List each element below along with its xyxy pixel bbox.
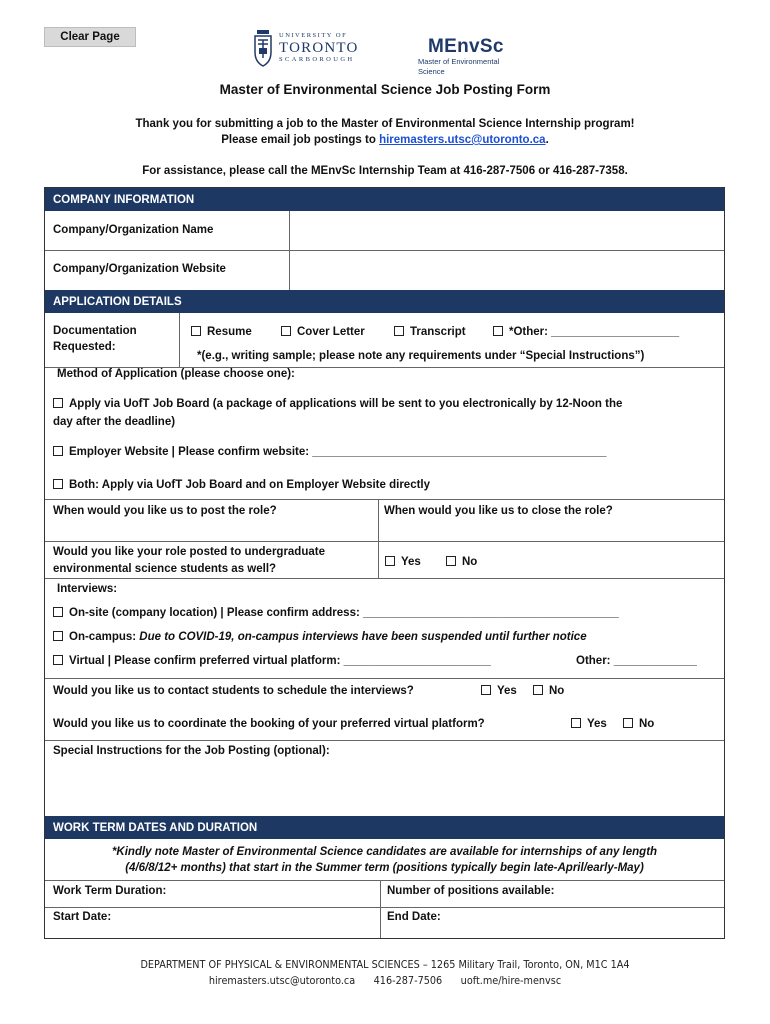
- uoft-scarborough-logo: [253, 27, 371, 69]
- doc-option-resume[interactable]: Resume: [191, 325, 252, 340]
- undergrad-yes-checkbox[interactable]: [385, 556, 395, 566]
- footer-address: DEPARTMENT OF PHYSICAL & ENVIRONMENTAL SCIENCES – 1265 Military Trail, Toronto, ON, M1C 1A4: [140, 958, 630, 971]
- uoft-line-2: TORONTO: [279, 39, 359, 56]
- method-job-board-line-1[interactable]: Apply via UofT Job Board (a package of applications will be sent to you electronically by 12-Noon the: [53, 397, 622, 412]
- company-website-input[interactable]: [291, 251, 723, 289]
- virtual-other-field[interactable]: Other: _____________: [576, 655, 697, 667]
- start-date-label: Start Date:: [53, 911, 112, 923]
- doc-note: *(e.g., writing sample; please note any requirements under “Special Instructions”): [197, 350, 645, 362]
- method-label: Method of Application (please choose one):: [57, 368, 295, 380]
- thanks-text: Thank you for submitting a job to the Master of Environmental Science Internship program!: [135, 118, 635, 130]
- footer-contacts: hiremasters.utsc@utoronto.ca 416-287-7506 uoft.me/hire-menvsc: [208, 974, 562, 987]
- undergrad-yes-option[interactable]: Yes: [385, 555, 421, 570]
- both-methods-checkbox[interactable]: [53, 479, 63, 489]
- menvsc-logo: [416, 36, 526, 76]
- method-both[interactable]: Both: Apply via UofT Job Board and on Employer Website directly: [53, 478, 430, 493]
- interview-oncampus-option[interactable]: On-campus: Due to COVID-19, on-campus interviews have been suspended until further notice: [53, 630, 587, 645]
- assistance-text: For assistance, please call the MEnvSc Internship Team at 416-287-7506 or 416-287-7358.: [142, 165, 628, 177]
- undergrad-question-2: environmental science students as well?: [53, 563, 277, 575]
- documentation-label-1: Documentation: [53, 325, 137, 337]
- contact-students-question: Would you like us to contact students to schedule the interviews?: [53, 685, 414, 697]
- contact-yes-option[interactable]: Yes: [481, 684, 517, 699]
- application-details-heading: APPLICATION DETAILS: [45, 290, 724, 313]
- uoft-line-1: UNIVERSITY OF: [279, 32, 348, 39]
- company-website-label: Company/Organization Website: [53, 263, 226, 275]
- end-date-label: End Date:: [387, 911, 441, 923]
- contact-no-option[interactable]: No: [533, 684, 564, 699]
- undergrad-question-1: Would you like your role posted to undergraduate: [53, 546, 325, 558]
- employer-website-checkbox[interactable]: [53, 446, 63, 456]
- oncampus-checkbox[interactable]: [53, 631, 63, 641]
- uoft-line-3: SCARBOROUGH: [279, 55, 355, 63]
- email-instruction: [0, 134, 770, 146]
- menvsc-title: MEnvSc: [428, 36, 504, 57]
- email-prefix: Please email job postings to: [221, 134, 380, 146]
- clear-page-button[interactable]: Clear Page: [44, 27, 136, 47]
- cover-letter-checkbox[interactable]: [281, 326, 291, 336]
- undergrad-no-checkbox[interactable]: [446, 556, 456, 566]
- onsite-checkbox[interactable]: [53, 607, 63, 617]
- close-date-label: When would you like us to close the role?: [384, 505, 613, 517]
- post-date-label: When would you like us to post the role?: [53, 505, 277, 517]
- transcript-checkbox[interactable]: [394, 326, 404, 336]
- job-board-checkbox[interactable]: [53, 398, 63, 408]
- coordinate-yes-option[interactable]: Yes: [571, 717, 607, 732]
- interviews-label: Interviews:: [57, 583, 118, 595]
- work-term-note-2: (4/6/8/12+ months) that start in the Summer term (positions typically begin late-April/early-May): [125, 862, 644, 874]
- undergrad-no-option[interactable]: No: [446, 555, 477, 570]
- method-employer-website[interactable]: Employer Website | Please confirm website: ______________________________________________: [53, 445, 607, 460]
- work-term-duration-label: Work Term Duration:: [53, 885, 167, 897]
- coordinate-no-option[interactable]: No: [623, 717, 654, 732]
- other-doc-checkbox[interactable]: [493, 326, 503, 336]
- contact-no-checkbox[interactable]: [533, 685, 543, 695]
- email-link[interactable]: hiremasters.utsc@utoronto.ca: [379, 134, 546, 146]
- job-posting-form: [44, 187, 725, 939]
- oncampus-covid-note: Due to COVID-19, on-campus interviews have been suspended until further notice: [139, 631, 587, 643]
- interview-onsite-option[interactable]: On-site (company location) | Please confirm address: ________________________________________: [53, 606, 619, 621]
- company-name-input[interactable]: [291, 212, 723, 249]
- contact-yes-checkbox[interactable]: [481, 685, 491, 695]
- resume-checkbox[interactable]: [191, 326, 201, 336]
- menvsc-subtitle: Master of Environmental Science: [418, 57, 500, 76]
- coordinate-yes-checkbox[interactable]: [571, 718, 581, 728]
- doc-option-cover-letter[interactable]: Cover Letter: [281, 325, 365, 340]
- uoft-crest-icon: [253, 28, 273, 68]
- post-date-input[interactable]: [53, 521, 373, 541]
- special-instructions-label: Special Instructions for the Job Posting (optional):: [53, 745, 330, 757]
- company-info-heading: COMPANY INFORMATION: [45, 188, 724, 211]
- doc-option-other[interactable]: *Other: ____________________: [493, 325, 679, 340]
- work-term-heading: WORK TERM DATES AND DURATION: [45, 816, 724, 839]
- special-instructions-input[interactable]: [53, 763, 718, 813]
- documentation-label-2: Requested:: [53, 341, 116, 353]
- method-job-board-line-2: day after the deadline): [53, 416, 176, 428]
- interview-virtual-option[interactable]: Virtual | Please confirm preferred virtual platform: _______________________: [53, 654, 491, 669]
- coordinate-no-checkbox[interactable]: [623, 718, 633, 728]
- company-name-label: Company/Organization Name: [53, 224, 214, 236]
- close-date-input[interactable]: [384, 521, 714, 541]
- work-term-note-1: *Kindly note Master of Environmental Science candidates are available for internships of any length: [111, 846, 658, 858]
- doc-option-transcript[interactable]: Transcript: [394, 325, 466, 340]
- virtual-checkbox[interactable]: [53, 655, 63, 665]
- coordinate-platform-question: Would you like us to coordinate the booking of your preferred virtual platform?: [53, 718, 485, 730]
- page-title: Master of Environmental Science Job Posting Form: [219, 82, 551, 97]
- positions-available-label: Number of positions available:: [387, 885, 555, 897]
- email-suffix: .: [545, 134, 549, 146]
